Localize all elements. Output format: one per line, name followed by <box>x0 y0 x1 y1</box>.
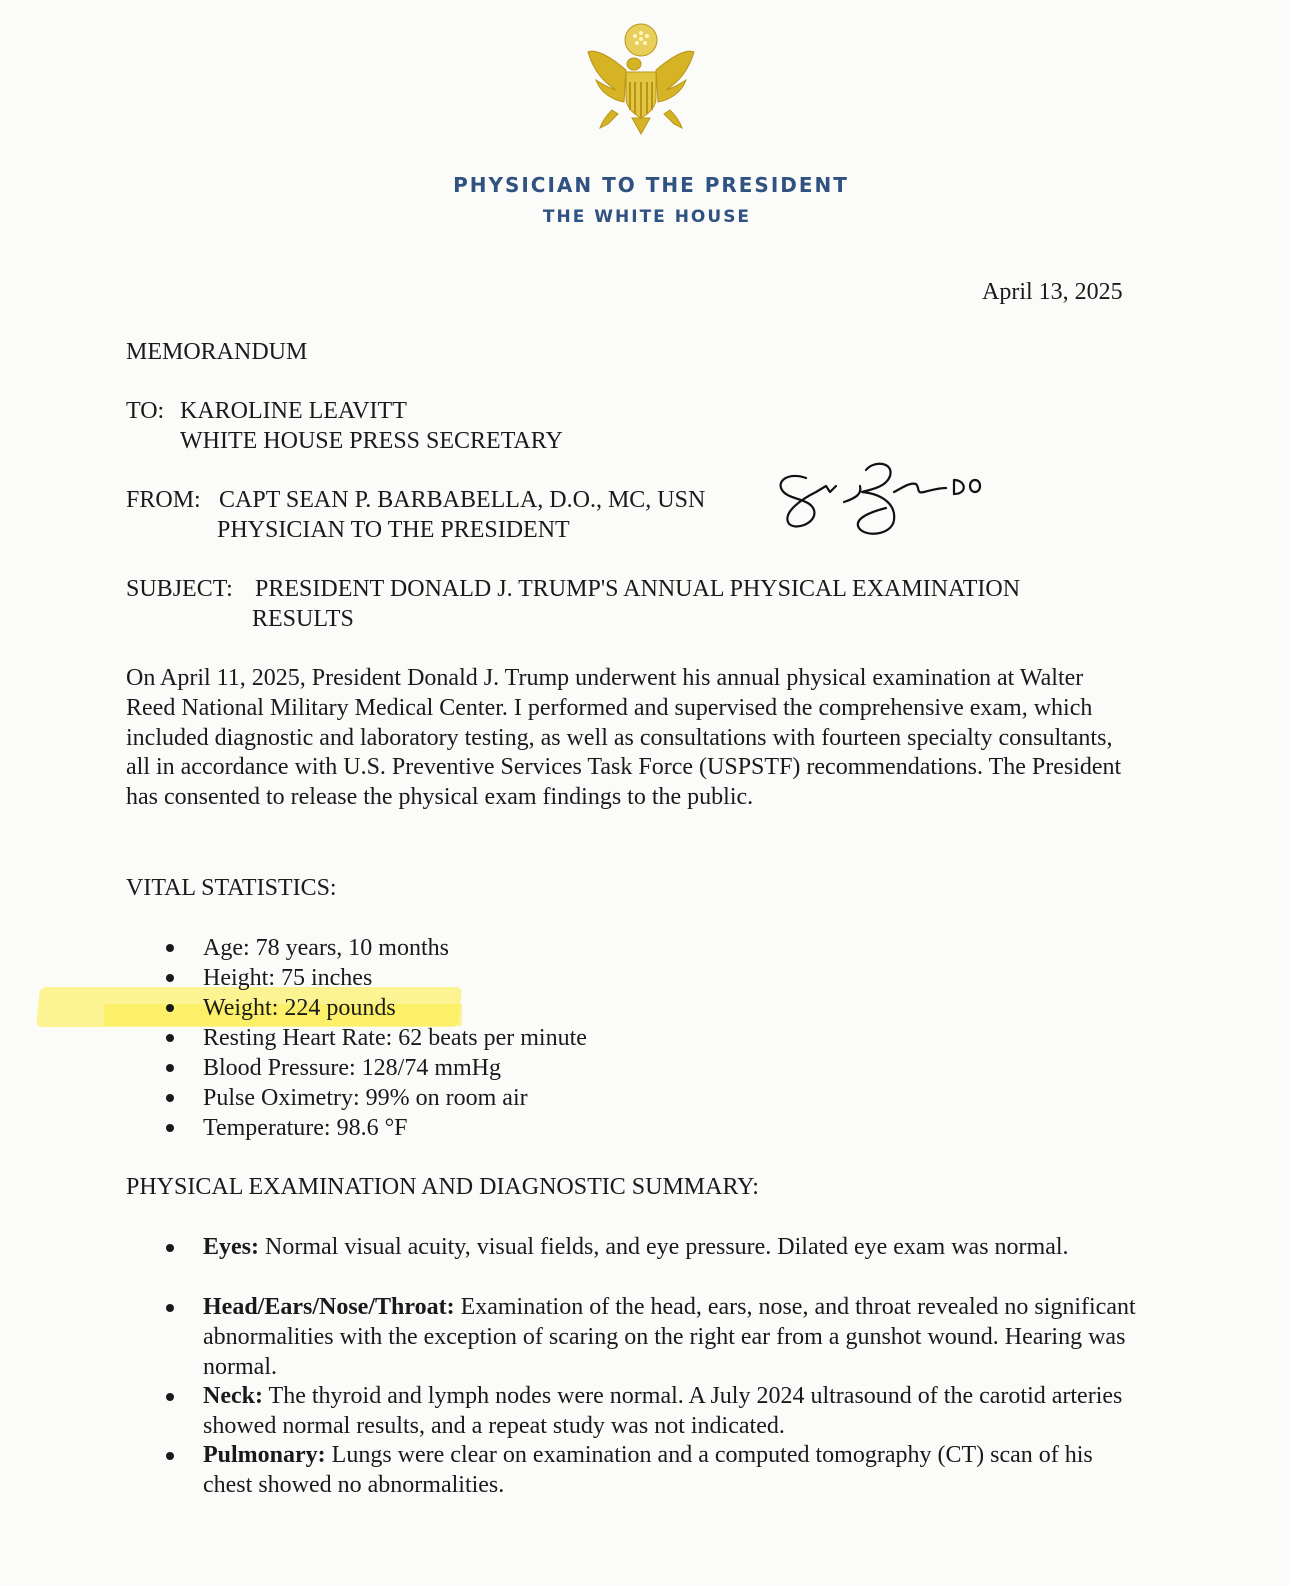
letterhead-subtitle: THE WHITE HOUSE <box>542 207 752 227</box>
subject-label: SUBJECT: <box>126 576 233 602</box>
letterhead-title: PHYSICIAN TO THE PRESIDENT <box>453 173 849 197</box>
bullet-icon <box>166 1304 174 1312</box>
memo-heading: MEMORANDUM <box>126 339 308 365</box>
handwritten-signature <box>770 458 990 542</box>
intro-paragraph: On April 11, 2025, President Donald J. Trump underwent his annual physical examination at Walter Reed National Military Medical Center. I performed and supervised the comprehensive exam, which included diagnostic and laboratory testing, as well as consultations with fourteen specialty consultants, all in accordance with U.S. Preventive Services Task Force (USPSTF) recommendations. The President has consented to release the physical exam findings to the public. <box>126 665 1122 811</box>
bullet-icon <box>166 1064 174 1072</box>
from-label: FROM: <box>126 487 201 513</box>
bullet-icon <box>166 1004 174 1012</box>
bullet-icon <box>166 1393 174 1401</box>
vital-height: Height: 75 inches <box>203 965 373 991</box>
exam-heent <box>203 1293 1138 1382</box>
vital-blood-pressure: Blood Pressure: 128/74 mmHg <box>203 1055 501 1081</box>
exam-item-label: Eyes: <box>203 1234 259 1260</box>
vital-pulse-oximetry: Pulse Oximetry: 99% on room air <box>203 1085 528 1111</box>
exam-pulmonary <box>203 1441 1138 1501</box>
bullet-icon <box>166 944 174 952</box>
to-title: WHITE HOUSE PRESS SECRETARY <box>180 428 563 454</box>
exam-item-label: Pulmonary: <box>203 1442 326 1468</box>
exam-summary-heading: PHYSICAL EXAMINATION AND DIAGNOSTIC SUMMARY: <box>126 1174 759 1200</box>
great-seal-eagle-icon <box>582 18 700 140</box>
vital-heart-rate: Resting Heart Rate: 62 beats per minute <box>203 1025 587 1051</box>
bullet-icon <box>166 1244 174 1252</box>
vital-statistics-heading: VITAL STATISTICS: <box>126 875 337 901</box>
exam-eyes <box>203 1233 1138 1263</box>
vital-weight: Weight: 224 pounds <box>203 995 396 1021</box>
vital-age: Age: 78 years, 10 months <box>203 935 449 961</box>
subject-line-2: RESULTS <box>252 606 354 632</box>
memo-date: April 13, 2025 <box>982 279 1123 305</box>
exam-item-text: Examination of the head, ears, nose, and throat revealed no significant abnormalities with the exception of scaring on the right ear from a gunshot wound. Hearing was normal. <box>203 1294 1136 1380</box>
from-title: PHYSICIAN TO THE PRESIDENT <box>217 517 570 543</box>
exam-neck <box>203 1382 1138 1442</box>
exam-item-text: The thyroid and lymph nodes were normal. A July 2024 ultrasound of the carotid arteries showed normal results, and a repeat study was not indicated. <box>203 1383 1123 1439</box>
subject-line-1: PRESIDENT DONALD J. TRUMP'S ANNUAL PHYSICAL EXAMINATION <box>255 576 1021 602</box>
exam-item-label: Neck: <box>203 1383 263 1409</box>
exam-item-text: Lungs were clear on examination and a computed tomography (CT) scan of his chest showed no abnormalities. <box>203 1442 1093 1498</box>
to-label: TO: <box>126 398 165 424</box>
from-name: CAPT SEAN P. BARBABELLA, D.O., MC, USN <box>219 487 706 513</box>
vital-temperature: Temperature: 98.6 °F <box>203 1115 408 1141</box>
bullet-icon <box>166 974 174 982</box>
to-name: KAROLINE LEAVITT <box>180 398 407 424</box>
exam-item-text: Normal visual acuity, visual fields, and eye pressure. Dilated eye exam was normal. <box>259 1234 1069 1260</box>
exam-item-label: Head/Ears/Nose/Throat: <box>203 1294 455 1320</box>
bullet-icon <box>166 1452 174 1460</box>
bullet-icon <box>166 1034 174 1042</box>
bullet-icon <box>166 1094 174 1102</box>
bullet-icon <box>166 1124 174 1132</box>
